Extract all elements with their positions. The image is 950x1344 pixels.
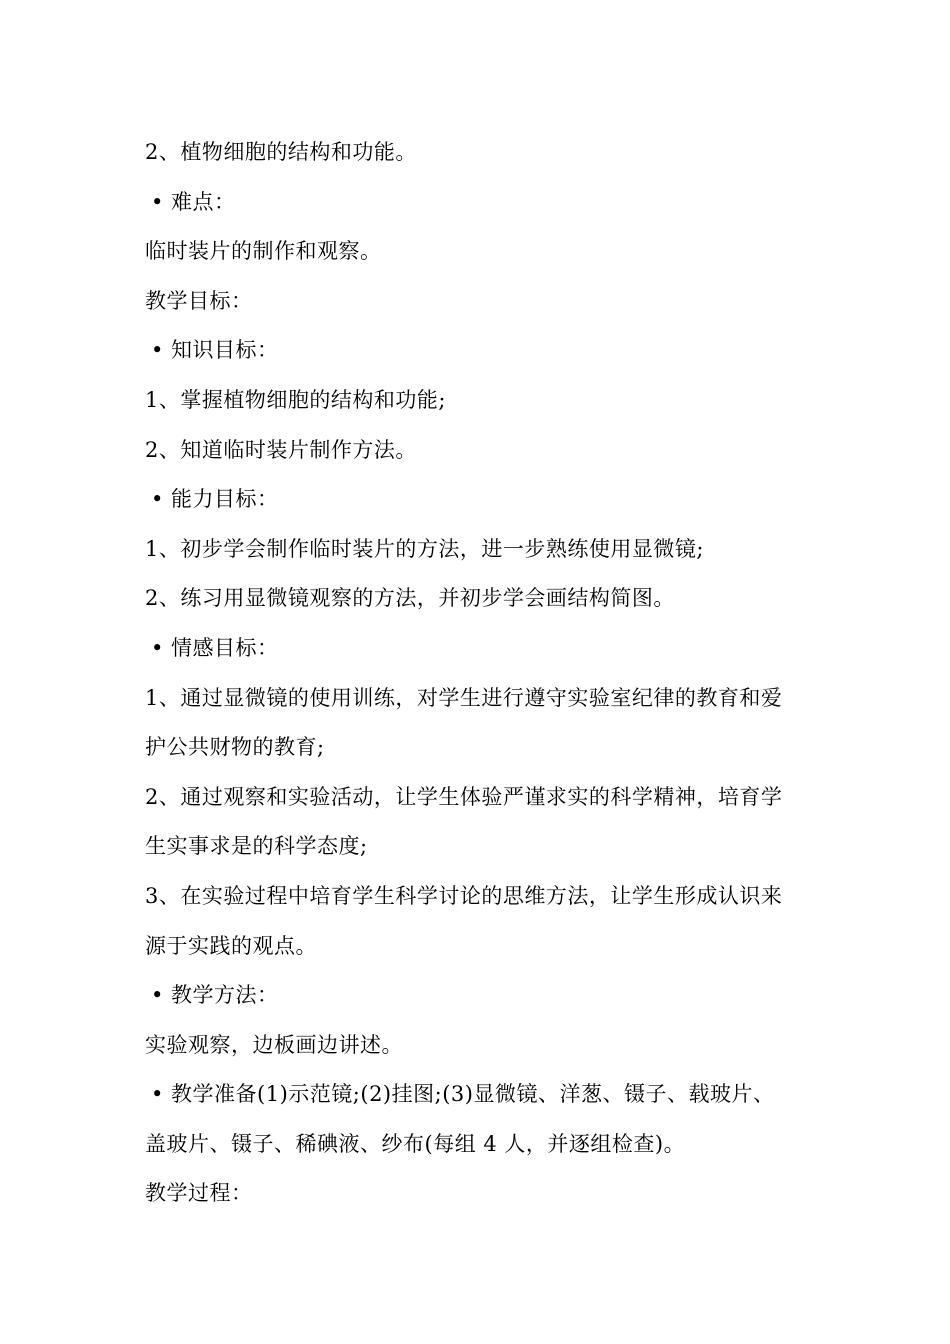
bullet-heading-ability: • 能力目标： [151, 487, 279, 512]
text-line: 生实事求是的科学态度; [145, 834, 368, 859]
bullet-heading-knowledge: • 知识目标： [151, 338, 279, 363]
text-line: 1、掌握植物细胞的结构和功能; [145, 387, 446, 412]
section-heading-objectives: 教学目标： [145, 288, 253, 313]
text-line: 2、植物细胞的结构和功能。 [145, 140, 417, 164]
bullet-heading-emotion: • 情感目标： [151, 635, 279, 660]
bullet-heading-difficulty: • 难点： [151, 189, 236, 214]
text-line: 3、在实验过程中培育学生科学讨论的思维方法，让学生形成认识来 [145, 883, 783, 908]
text-line: 2、练习用显微镜观察的方法，并初步学会画结构简图。 [145, 586, 675, 611]
text-line: 2、知道临时装片制作方法。 [145, 437, 417, 462]
text-line: 护公共财物的教育; [145, 735, 325, 760]
text-line: 临时装片的制作和观察。 [145, 239, 382, 264]
document-body [145, 133, 815, 1224]
bullet-heading-preparation: • 教学准备(1)示范镜;(2)挂图;(3)显微镜、洋葱、镊子、载玻片、 [151, 1082, 775, 1107]
text-line: 2、通过观察和实验活动，让学生体验严谨求实的科学精神，培育学 [145, 784, 783, 809]
text-line: 1、初步学会制作临时装片的方法，进一步熟练使用显微镜; [145, 536, 704, 561]
text-line: 1、通过显微镜的使用训练，对学生进行遵守实验室纪律的教育和爱 [145, 685, 783, 710]
text-line: 实验观察，边板画边讲述。 [145, 1032, 403, 1057]
bullet-heading-method: • 教学方法： [151, 983, 279, 1008]
text-line: 盖玻片、镊子、稀碘液、纱布(每组 4 人，并逐组检查)。 [145, 1131, 686, 1156]
section-heading-process: 教学过程： [145, 1181, 253, 1206]
text-line: 源于实践的观点。 [145, 933, 317, 958]
